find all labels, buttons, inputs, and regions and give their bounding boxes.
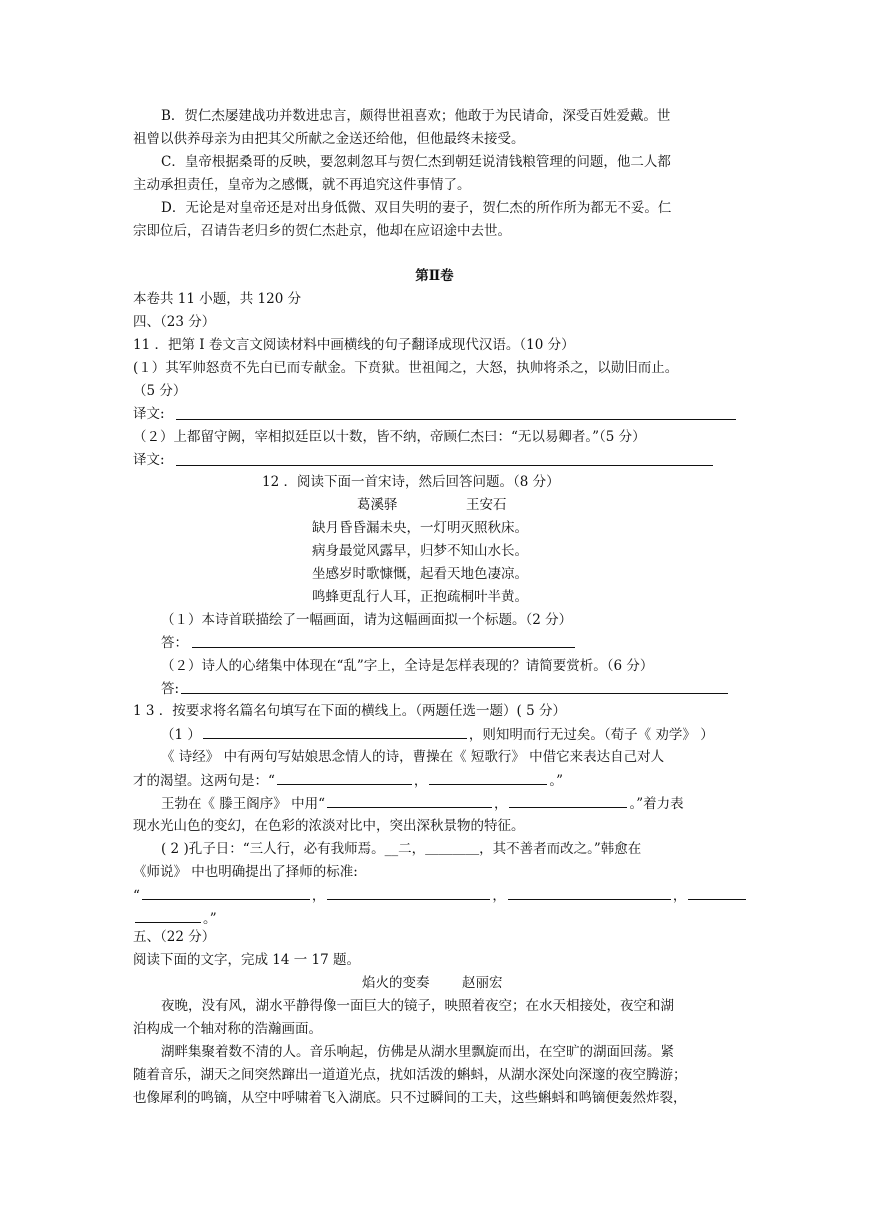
q11-sentence2: （２）上都留守阙，宰相拟廷臣以十数，皆不纳，帝顾仁杰曰：“无以易卿者。”（5 分） <box>133 429 646 445</box>
part2-intro: 本卷共 11 小题，共 120 分 <box>133 291 302 307</box>
q12-answer1-label: 答： <box>161 635 188 651</box>
poem-line: 鸣蜂更乱行人耳，正抱疏桐叶半黄。 <box>312 589 528 605</box>
article-paragraph-2-cont: 也像犀利的鸣镝，从空中呼啸着飞入湖底。只不过瞬间的工夫，这些蝌蚪和鸣镝便轰然炸裂， <box>133 1090 687 1106</box>
q11-sentence1-score: （5 分） <box>133 383 187 399</box>
q13-blank-3[interactable] <box>429 770 547 785</box>
q13-close: 。” <box>549 773 564 789</box>
q13-comma: ， <box>493 796 508 812</box>
section4-header: 四、（23 分） <box>133 314 216 330</box>
q12-stem: 12 ．阅读下面一首宋诗，然后回答问题。（8 分） <box>262 474 560 490</box>
q13-end: 。” <box>203 911 217 927</box>
q13-blank-2[interactable] <box>277 770 412 785</box>
q12-answer1-blank[interactable] <box>192 647 575 648</box>
section5-header: 五、（22 分） <box>133 929 216 945</box>
poem-line: 坐感岁时歌慷慨，起看天地色凄凉。 <box>312 566 528 582</box>
q13-quote-open: “ <box>133 888 140 904</box>
q13-wangbo-tail: 。”着力表 <box>629 796 684 812</box>
q11-translation2-blank[interactable] <box>176 465 713 466</box>
q13-shijing-line1: 《 诗经》 中有两句写姑娘思念情人的诗，曹操在《 短歌行》 中借它来表达自己对人 <box>161 749 665 765</box>
q11-stem: 11 ．把第 I 卷文言文阅读材料中画横线的句子翻译成现代汉语。（10 分） <box>133 337 575 353</box>
q13-part1-line <box>161 724 714 745</box>
option-b-line1: B．贺仁杰屡建战功并数进忠言，颇得世祖喜欢；他敢于为民请命，深受百姓爱戴。世 <box>161 108 671 124</box>
q13-shijing-text: 才的渴望。这两句是：“ <box>133 773 275 789</box>
section5-stem: 阅读下面的文字，完成 14 一 17 题。 <box>133 952 361 968</box>
option-d-line1: D．无论是对皇帝还是对出身低微、双目失明的妻子，贺仁杰的所作所为都无不妥。仁 <box>161 200 672 216</box>
q13-blank-4[interactable] <box>327 793 492 808</box>
q13-blank-6[interactable] <box>142 885 310 900</box>
q13-blank-10[interactable] <box>135 908 201 923</box>
option-c-line1: C．皇帝根据桑哥的反映，要忽刺忽耳与贺仁杰到朝廷说清钱粮管理的问题，他二人都 <box>161 154 671 170</box>
q13-blank-8[interactable] <box>508 885 671 900</box>
option-b-line2: 祖曾以供养母亲为由把其父所献之金送还给他，但他最终未接受。 <box>133 131 525 147</box>
q13-comma: ， <box>492 888 506 904</box>
q13-part1-label: （1 ） <box>161 727 201 743</box>
q13-wangbo-line2: 现水光山色的变幻，在色彩的浓淡对比中，突出深秋景物的特征。 <box>133 818 525 834</box>
article-paragraph-1: 夜晚，没有风，湖水平静得像一面巨大的镜子，映照着夜空；在水天相接处，夜空和湖 <box>161 998 674 1014</box>
q13-blank-5[interactable] <box>509 793 627 808</box>
q13-blank-7[interactable] <box>327 885 490 900</box>
article-paragraph-2: 湖畔集聚着数不清的人。音乐响起，仿佛是从湖水里飘旋而出，在空旷的湖面回荡。紧 <box>161 1044 674 1060</box>
q13-part2-line1: ( 2 )孔子日：“三人行，必有我师焉。__二，＿＿＿＿，其不善者而改之。”韩愈在 <box>161 841 642 857</box>
q13-shijing-line2 <box>133 770 563 791</box>
poem-title: 葛溪驿 <box>357 497 398 513</box>
poem-line: 病身最觉风露早，归梦不知山水长。 <box>312 543 528 559</box>
q12-answer2-label: 答: <box>161 681 180 697</box>
q13-comma: ， <box>413 773 428 789</box>
q11-translation1-label: 译文: <box>133 406 165 422</box>
q13-blank-9[interactable] <box>688 885 746 900</box>
q12-sub2: （２）诗人的心绪集中体现在“乱”字上，全诗是怎样表现的？请简要赏析。（6 分） <box>161 658 654 674</box>
part2-title: 第Ⅱ卷 <box>415 268 454 284</box>
article-paragraph-2-cont: 随着音乐，湖天之间突然蹿出一道道光点，扰如活泼的蝌蚪，从湖水深处向深邃的夜空腾游； <box>133 1067 687 1083</box>
poem-author: 王安石 <box>466 497 507 513</box>
q13-shishuo-line2 <box>133 908 217 929</box>
q11-translation2-label: 译文: <box>133 452 165 468</box>
q13-part2-line2: 《师说》 中也明确提出了择师的标准: <box>133 864 358 880</box>
article-author: 赵丽宏 <box>462 975 503 991</box>
q13-comma: ， <box>311 888 326 904</box>
option-d-line2: 宗即位后，召请告老归乡的贺仁杰赴京，他却在应诏途中去世。 <box>133 223 511 239</box>
q13-wangbo-text: 王勃在《 滕王阁序》 中用“ <box>161 796 325 812</box>
q13-shishuo-line <box>133 885 748 906</box>
q13-stem: 1 3 ．按要求将名篇名句填写在下面的横线上。（两题任选一题）( 5 分） <box>133 703 566 719</box>
poem-line: 缺月昏昏漏未央，一灯明灭照秋床。 <box>312 520 528 536</box>
q13-comma: ， <box>672 888 687 904</box>
q11-translation1-blank[interactable] <box>176 419 736 420</box>
q11-sentence1: (１）其军帅怒贲不先白已而专献金。下贲狱。世祖闻之，大怒，执帅将杀之，以勋旧而止。 <box>133 360 679 376</box>
q13-blank-1[interactable] <box>203 724 467 739</box>
article-paragraph-1-cont: 泊构成一个轴对称的浩瀚画面。 <box>133 1021 322 1037</box>
q13-part1-tail: ，则知明而行无过矣。（荀子《 劝学》 ） <box>468 727 714 743</box>
q13-wangbo-line1 <box>161 793 684 814</box>
option-c-line2: 主动承担责任，皇帝为之感慨，就不再追究这件事情了。 <box>133 177 471 193</box>
article-title: 焰火的变奏 <box>362 975 430 991</box>
q12-sub1: （１）本诗首联描绘了一幅画面，请为这幅画面拟一个标题。（2 分） <box>161 612 573 628</box>
q12-answer2-blank[interactable] <box>181 693 728 694</box>
